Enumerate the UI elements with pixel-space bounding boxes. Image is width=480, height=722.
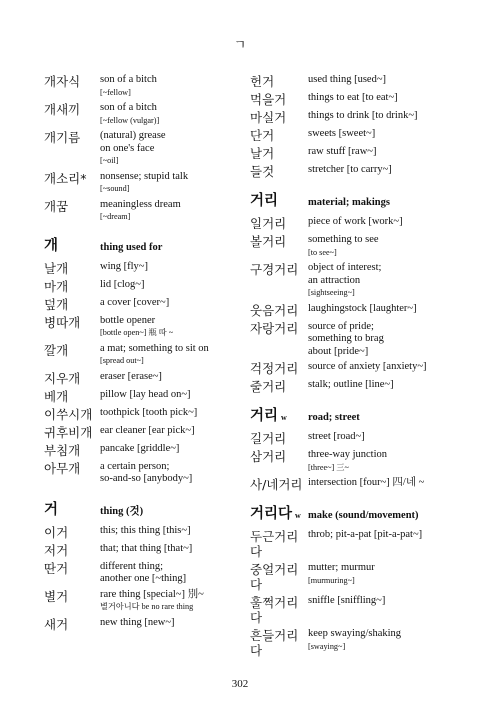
entry-definition (100, 74, 244, 99)
entry-headword: 병따개 (44, 314, 81, 330)
definition-line: three-way junction (308, 449, 388, 460)
dictionary-entry (250, 216, 450, 231)
definition-line: that; that thing [that~] (100, 542, 193, 554)
definition-line: pillow [lay head on~] (100, 388, 191, 400)
entry-headword: 볼거리 (250, 234, 287, 249)
section-definition: thing (것) (100, 505, 144, 517)
dictionary-entry (44, 561, 244, 586)
entry-definition (308, 146, 450, 161)
literal-gloss: [~dream] (100, 212, 131, 221)
section-georida (250, 502, 450, 658)
entry-definition (308, 164, 450, 179)
entry-definition (100, 389, 244, 404)
definition-line: something to see (308, 234, 379, 245)
dictionary-entry (250, 477, 450, 492)
dictionary-entry (44, 343, 244, 368)
section-geori-material (250, 189, 450, 394)
definition-line: source of pride; (308, 320, 374, 332)
section-heading (250, 189, 450, 210)
dictionary-entry (250, 431, 450, 446)
dictionary-entry (250, 595, 450, 625)
section-headword: 거리다 (250, 506, 293, 522)
definition-line: (natural) grease (100, 130, 166, 141)
entry-definition (100, 525, 244, 540)
entry-definition (100, 561, 244, 586)
section-headword: 개 (44, 237, 59, 254)
entry-definition (100, 543, 244, 558)
right-top-entries (250, 74, 450, 179)
entry-definition (100, 171, 244, 196)
definition-line: object of interest; (308, 262, 382, 273)
literal-gloss: [spread out~] (100, 356, 144, 365)
entry-headword: 헌거 (250, 74, 275, 89)
entry-definition (100, 589, 244, 614)
entry-definition (308, 92, 450, 107)
section-gae (44, 234, 244, 486)
entry-headword: 줄거리 (250, 379, 287, 394)
entry-headword: 중얼거리다 (250, 562, 299, 592)
section-headword: 거 (44, 501, 59, 518)
dictionary-entry (250, 164, 450, 179)
definition-line: a cover [cover~] (100, 296, 170, 308)
definition-line: laughingstock [laughter~] (308, 302, 417, 314)
section-definition: road; street (308, 412, 360, 423)
dictionary-entry (250, 234, 450, 259)
definition-line: rare thing [special~] 別~ (100, 588, 204, 600)
dictionary-entry (250, 529, 450, 559)
dictionary-entry (44, 261, 244, 276)
entry-list (44, 261, 244, 486)
entry-list (44, 525, 244, 632)
definition-line: street [road~] (308, 431, 365, 442)
entry-headword: 일거리 (250, 216, 287, 231)
literal-gloss: [~oil] (100, 156, 119, 165)
definition-line: ear cleaner [ear pick~] (100, 424, 195, 436)
section-headword-wrap (250, 404, 308, 425)
section-heading (44, 498, 244, 519)
definition-line: throb; pit-a-pat [pit-a-pat~] (308, 529, 423, 540)
definition-line: things to eat [to eat~] (308, 92, 398, 103)
literal-gloss: [~fellow] (100, 87, 131, 97)
entry-headword: 지우개 (44, 370, 81, 386)
definition-line: sniffle [sniffling~] (308, 595, 386, 606)
entry-headword: 훌쩍거리다 (250, 595, 299, 625)
entry-definition (100, 199, 244, 224)
definition-line: lid [clog~] (100, 278, 145, 290)
definition-line: meaningless dream (100, 198, 181, 210)
section-superscript: w (295, 511, 301, 520)
definition-line: a certain person; (100, 460, 170, 472)
entry-headword: 귀후비개 (44, 424, 93, 440)
literal-gloss: [sightseeing~] (308, 288, 355, 297)
section-headword-wrap (250, 502, 308, 523)
dictionary-entry (44, 371, 244, 386)
entry-headword: 마실거 (250, 110, 287, 125)
definition-line: eraser [erase~] (100, 370, 162, 382)
definition-line: piece of work [work~] (308, 216, 403, 227)
section-definition: make (sound/movement) (308, 510, 419, 521)
definition-line: a mat; something to sit on (100, 342, 209, 354)
entry-definition (100, 261, 244, 276)
definition-line: intersection [four~] 四/네 ~ (308, 477, 425, 488)
definition-line: sweets [sweet~] (308, 128, 376, 139)
entry-headword: 별거 (44, 588, 69, 604)
dictionary-entry (44, 543, 244, 558)
entry-definition (308, 110, 450, 125)
right-column (250, 74, 450, 668)
literal-gloss: [murmuring~] (308, 575, 355, 585)
definition-line: son of a bitch (100, 74, 157, 85)
entry-headword: 딴거 (44, 560, 69, 576)
dictionary-entry (44, 74, 244, 99)
definition-line: another one [~thing] (100, 573, 187, 584)
definition-line: new thing [new~] (100, 616, 175, 628)
entry-definition (308, 628, 450, 658)
dictionary-entry (250, 74, 450, 89)
definition-line: raw stuff [raw~] (308, 146, 377, 157)
dictionary-entry (44, 589, 244, 614)
definition-line: keep swaying/shaking (308, 628, 402, 639)
dictionary-entry (44, 389, 244, 404)
dictionary-entry (250, 321, 450, 359)
definition-line: nonsense; stupid talk (100, 170, 189, 182)
definition-line: bottle opener (100, 314, 156, 326)
entry-definition (308, 595, 450, 625)
section-letter-header: ㄱ (233, 37, 247, 52)
entry-headword: 먹을거 (250, 92, 287, 107)
dictionary-entry (250, 262, 450, 300)
entry-headword: 새거 (44, 616, 69, 632)
entry-list (250, 431, 450, 492)
entry-definition (100, 315, 244, 340)
definition-line: things to drink [to drink~] (308, 110, 418, 121)
definition-line: so-and-so [anybody~] (100, 473, 193, 484)
definition-line: about [pride~] (308, 345, 369, 357)
entry-headword: 개소리* (44, 170, 87, 186)
literal-gloss: [swaying~] (308, 641, 346, 651)
literal-gloss: [to see~] (308, 247, 337, 257)
entry-definition (100, 297, 244, 312)
entry-headword: 이거 (44, 524, 69, 540)
entry-headword: 구경거리 (250, 262, 299, 277)
section-geori-road (250, 404, 450, 492)
section-heading (250, 502, 450, 523)
dictionary-entry (44, 461, 244, 486)
dictionary-entry (250, 92, 450, 107)
dictionary-entry (44, 425, 244, 440)
entry-list (250, 529, 450, 658)
literal-gloss: [three~] 三~ (308, 462, 349, 472)
literal-gloss: [bottle open~] 瓶 따 ~ (100, 328, 174, 337)
entry-definition (308, 361, 450, 376)
entry-definition (100, 443, 244, 458)
entry-headword: 저거 (44, 542, 69, 558)
dictionary-entry (44, 297, 244, 312)
dictionary-entry (44, 407, 244, 422)
entry-headword: 웃음거리 (250, 302, 299, 318)
dictionary-entry (44, 130, 244, 168)
definition-line: stretcher [to carry~] (308, 164, 392, 175)
dictionary-entry (44, 199, 244, 224)
entry-headword: 단거 (250, 128, 275, 143)
dictionary-entry (250, 449, 450, 474)
page-number: 302 (231, 678, 249, 690)
literal-gloss: 별거아니다 be no rare thing (100, 602, 194, 611)
entry-headword: 흔들거리다 (250, 628, 299, 658)
entry-definition (100, 130, 244, 168)
entry-definition (100, 407, 244, 422)
dictionary-entry (44, 525, 244, 540)
entry-headword: 들것 (250, 164, 275, 179)
entry-definition (100, 343, 244, 368)
section-headword: 거리 (250, 193, 279, 209)
definition-line: different thing; (100, 560, 164, 572)
section-definition: thing used for (100, 241, 163, 253)
left-top-entries (44, 74, 244, 224)
definition-line: pancake [griddle~] (100, 442, 180, 454)
entry-definition (308, 379, 450, 394)
entry-headword: 개새끼 (44, 102, 81, 117)
entry-headword: 날거 (250, 146, 275, 161)
entry-definition (308, 321, 450, 359)
entry-definition (308, 262, 450, 300)
section-superscript: w (281, 413, 287, 422)
entry-headword: 개자식 (44, 74, 81, 89)
dictionary-entry (250, 128, 450, 143)
entry-headword: 걱정거리 (250, 361, 299, 376)
section-heading (44, 234, 244, 255)
entry-headword: 부침개 (44, 442, 81, 458)
entry-definition (100, 617, 244, 632)
entry-headword: 덮개 (44, 296, 69, 312)
dictionary-entry (250, 379, 450, 394)
entry-headword: 삼거리 (250, 449, 287, 464)
dictionary-entry (250, 628, 450, 658)
dictionary-entry (44, 617, 244, 632)
left-column (44, 74, 244, 642)
definition-line: this; this thing [this~] (100, 524, 191, 536)
definition-line: used thing [used~] (308, 74, 387, 85)
dictionary-entry (250, 110, 450, 125)
entry-headword: 마개 (44, 278, 69, 294)
dictionary-entry (44, 279, 244, 294)
entry-definition (308, 529, 450, 559)
definition-line: something to brag (308, 333, 384, 344)
entry-definition (308, 477, 450, 492)
entry-headword: 이쑤시개 (44, 406, 93, 422)
entry-definition (100, 461, 244, 486)
entry-headword: 사/네거리 (250, 477, 303, 492)
entry-definition (308, 74, 450, 89)
entry-headword: 개꿈 (44, 198, 69, 214)
definition-line: son of a bitch (100, 102, 157, 113)
dictionary-entry (44, 171, 244, 196)
dictionary-entry (44, 443, 244, 458)
entry-definition (100, 425, 244, 440)
entry-headword: 길거리 (250, 431, 287, 446)
dictionary-entry (44, 315, 244, 340)
dictionary-entry (250, 562, 450, 592)
entry-headword: 두근거리다 (250, 529, 299, 559)
dictionary-entry (250, 146, 450, 161)
entry-definition (308, 431, 450, 446)
dictionary-entry (250, 303, 450, 318)
definition-line: toothpick [tooth pick~] (100, 406, 198, 418)
entry-headword: 개기름 (44, 130, 81, 145)
entry-definition (308, 449, 450, 474)
entry-definition (308, 234, 450, 259)
entry-headword: 자랑거리 (250, 320, 299, 336)
entry-definition (308, 562, 450, 592)
section-headword: 거리 (250, 408, 279, 424)
entry-definition (100, 371, 244, 386)
entry-list (250, 216, 450, 394)
definition-line: stalk; outline [line~] (308, 379, 394, 390)
entry-definition (308, 216, 450, 231)
definition-line: wing [fly~] (100, 260, 148, 272)
definition-line: on one's face (100, 142, 155, 154)
entry-headword: 깔개 (44, 342, 69, 358)
literal-gloss: [~fellow (vulgar)] (100, 115, 160, 125)
section-definition: material; makings (308, 197, 390, 208)
definition-line: source of anxiety [anxiety~] (308, 361, 427, 372)
entry-definition (308, 128, 450, 143)
entry-definition (308, 303, 450, 318)
entry-headword: 날개 (44, 260, 69, 276)
entry-headword: 베개 (44, 388, 69, 404)
entry-definition (100, 102, 244, 127)
entry-headword: 아무개 (44, 460, 81, 476)
dictionary-entry (44, 102, 244, 127)
literal-gloss: [~sound] (100, 184, 130, 193)
definition-line: an attraction (308, 274, 361, 286)
dictionary-entry (250, 361, 450, 376)
section-geo (44, 498, 244, 632)
entry-definition (100, 279, 244, 294)
definition-line: mutter; murmur (308, 562, 375, 573)
section-heading (250, 404, 450, 425)
